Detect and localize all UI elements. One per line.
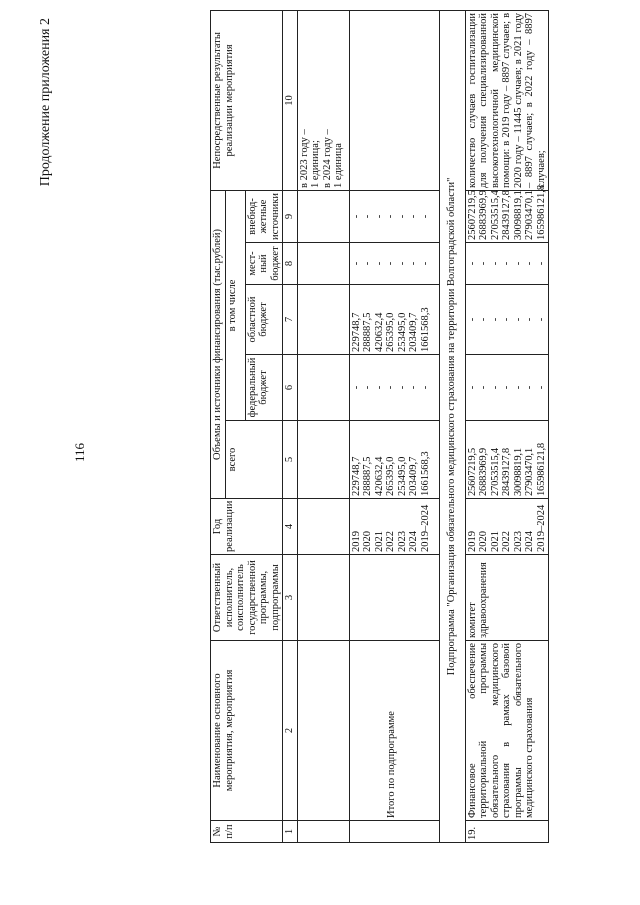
subtotal-federal: - - - - - - -: [349, 355, 439, 421]
header-extrabudget: внебюд- жетные источники: [245, 190, 283, 242]
row19-result: количество случаев госпитализации для получения специализированной высокотехнологичной медицинской помощи: в 2019 году – 8897 случаев; в 2020 году – 11445 случаев; в 2021 году – 8897 случаев; в 2022 году – 8897 случаев;: [465, 10, 549, 190]
colnum-10: 10: [283, 10, 298, 190]
prev-result: в 2023 году – 1 единица; в 2024 году – 1 единица: [297, 10, 349, 190]
header-responsible: Ответственный исполнитель, соисполнитель государственной программы, подпрограммы: [211, 555, 283, 641]
header-federal: федеральный бюджет: [245, 355, 283, 421]
row19-regional: - - - - - - -: [465, 285, 549, 355]
row19-years: 2019 2020 2021 2022 2023 2024 2019–2024: [465, 499, 549, 555]
header-including: в том числе: [225, 190, 245, 420]
colnum-1: 1: [283, 821, 298, 843]
prev-row-continuation: [297, 10, 349, 842]
row19-responsible: комитет здравоохранения: [465, 555, 549, 641]
header-no: № п/п: [211, 821, 283, 843]
colnum-2: 2: [283, 641, 298, 821]
colnum-5: 5: [283, 421, 298, 499]
subtotal-years: 2019 2020 2021 2022 2023 2024 2019–2024: [349, 499, 439, 555]
colnum-6: 6: [283, 355, 298, 421]
header-regional: областной бюджет: [245, 285, 283, 355]
subtotal-label: Итого по подпрограмме: [349, 641, 439, 821]
subtotal-extrabudget: - - - - - - -: [349, 190, 439, 242]
colnum-3: 3: [283, 555, 298, 641]
row19-name: Финансовое обеспечение территориальной программы обязательного медицинского страхования в рамках базовой программы обязательного медицинского страхования: [465, 641, 549, 821]
column-number-row: [283, 10, 298, 842]
subtotal-row: [349, 10, 439, 842]
subtotal-total: 229748,7 288887,5 420632,4 265395,0 253495,0 203409,7 1661568,3: [349, 421, 439, 499]
header-total: всего: [225, 421, 283, 499]
funding-table: [210, 10, 549, 843]
header-result: Непосредственные результаты реализации мероприятия: [211, 10, 283, 190]
colnum-8: 8: [283, 243, 298, 285]
row-19: [465, 10, 549, 842]
page-number: 116: [72, 442, 87, 463]
row19-total: 25607219,5 26883969,9 27053515,4 28439127,8 30098819,1 27903470,1 165986121,8: [465, 421, 549, 499]
subtotal-regional: 229748,7 288887,5 420632,4 265395,0 253495,0 203409,7 1661568,3: [349, 285, 439, 355]
row19-extrabudget: 25607219,5 26883969,9 27053515,4 28439127,8 30098819,1 27903470,1 165986121,8: [465, 190, 549, 242]
colnum-4: 4: [283, 499, 298, 555]
header-year: Год реализации: [211, 499, 283, 555]
colnum-7: 7: [283, 285, 298, 355]
header-local: мест- ный бюджет: [245, 243, 283, 285]
subprogram-title-row: [439, 10, 465, 842]
subtotal-local: - - - - - - -: [349, 243, 439, 285]
header-row-1: [211, 10, 226, 842]
header-name: Наименование основного мероприятия, мероприятия: [211, 641, 283, 821]
header-financing: Объемы и источники финансирования (тыс.рублей): [211, 190, 226, 498]
row19-no: 19.: [465, 821, 549, 843]
row19-local: - - - - - - -: [465, 243, 549, 285]
row19-federal: - - - - - - -: [465, 355, 549, 421]
subprogram-title: Подпрограмма "Организация обязательного медицинского страхования на территории Волгоградской области": [439, 10, 465, 842]
colnum-9: 9: [283, 190, 298, 242]
continuation-note: Продолжение приложения 2: [38, 18, 53, 187]
